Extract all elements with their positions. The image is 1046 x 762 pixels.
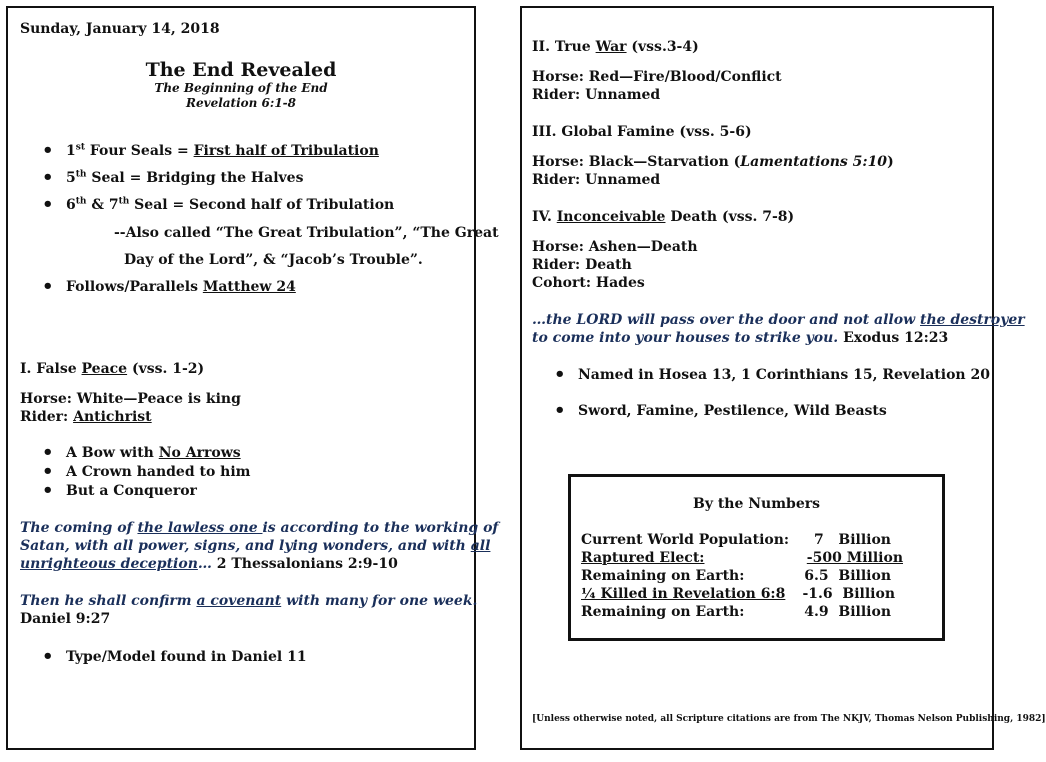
outline-item-fifth-seal: 5th Seal = Bridging the Halves — [66, 169, 304, 186]
bullet-icon: • — [42, 461, 54, 482]
rider-death: Rider: Death — [532, 257, 632, 273]
cohort-hades: Cohort: Hades — [532, 275, 645, 291]
section-heading-global-famine: III. Global Famine (vss. 5-6) — [532, 124, 752, 140]
outline-item-matthew: Follows/Parallels Matthew 24 — [66, 279, 296, 295]
scripture-footnote: [Unless otherwise noted, all Scripture citations are from The NKJV, Thomas Nelson Publishing, 1982] — [532, 714, 1046, 724]
horse-red: Horse: Red—Fire/Blood/Conflict — [532, 69, 782, 85]
bullet-icon: • — [42, 194, 54, 215]
numbers-value: 7 Billion — [814, 532, 891, 548]
quote-exodus-line-2: to come into your houses to strike you. Exodus 12:23 — [532, 330, 949, 346]
scripture-reference: 2 Thessalonians 2:9-10 — [216, 556, 398, 572]
also-called-line-2: Day of the Lord”, & “Jacob’s Trouble”. — [124, 252, 423, 268]
quote-daniel-line-1: Then he shall confirm a covenant with many for one week. — [20, 593, 478, 609]
sermon-title: The End Revealed — [145, 59, 337, 81]
numbers-value: -1.6 Billion — [802, 586, 895, 602]
bullet-icon: • — [554, 400, 566, 421]
scripture-reference: Exodus 12:23 — [843, 330, 949, 346]
numbers-label: Current World Population: — [581, 532, 790, 548]
outline-item-first-four-seals: 1st Four Seals = First half of Tribulation — [66, 142, 379, 159]
section-heading-true-war: II. True War (vss.3-4) — [532, 39, 699, 55]
bullet-icon: • — [42, 480, 54, 501]
rider-antichrist: Rider: Antichrist — [20, 409, 152, 425]
quote-daniel-reference: Daniel 9:27 — [20, 611, 111, 627]
numbers-value: -500 Million — [806, 550, 903, 566]
bullet-icon: • — [42, 167, 54, 188]
numbers-label: ¼ Killed in Revelation 6:8 — [581, 586, 786, 602]
list-item-type-model: Type/Model found in Daniel 11 — [66, 649, 307, 665]
numbers-title: By the Numbers — [692, 496, 820, 512]
quote-exodus-line-1: …the LORD will pass over the door and not allow the destroyer — [532, 312, 1025, 328]
horse-black: Horse: Black—Starvation (Lamentations 5:10) — [532, 154, 894, 170]
section-heading-false-peace: I. False Peace (vss. 1-2) — [20, 361, 205, 377]
also-called-line-1: --Also called “The Great Tribulation”, “The Great — [114, 225, 499, 241]
list-item-crown: A Crown handed to him — [66, 464, 251, 480]
right-page — [520, 6, 1046, 750]
bullet-icon: • — [42, 276, 54, 297]
quote-thessalonians-line-1: The coming of the lawless one is according to the working of — [20, 520, 499, 536]
horse-ashen: Horse: Ashen—Death — [532, 239, 698, 255]
quote-thessalonians-line-2: Satan, with all power, signs, and lying wonders, and with all — [20, 538, 491, 554]
date-heading: Sunday, January 14, 2018 — [20, 21, 220, 37]
list-item-named-in: Named in Hosea 13, 1 Corinthians 15, Revelation 20 — [578, 367, 990, 383]
rider-unnamed-2: Rider: Unnamed — [532, 172, 661, 188]
bullet-icon: • — [42, 646, 54, 667]
section-heading-inconceivable-death: IV. Inconceivable Death (vss. 7-8) — [532, 209, 795, 225]
rider-unnamed-1: Rider: Unnamed — [532, 87, 661, 103]
outline-item-sixth-seventh-seal: 6th & 7th Seal = Second half of Tribulation — [66, 196, 395, 213]
quote-thessalonians-line-3: unrighteous deception… 2 Thessalonians 2:9-10 — [20, 556, 398, 572]
horse-white: Horse: White—Peace is king — [20, 391, 241, 407]
by-the-numbers-box — [568, 474, 945, 641]
bullet-icon: • — [42, 140, 54, 161]
bullet-icon: • — [42, 442, 54, 463]
numbers-value: 4.9 Billion — [804, 604, 891, 620]
list-item-bow: A Bow with No Arrows — [66, 445, 241, 461]
sermon-subtitle: The Beginning of the End — [154, 81, 328, 95]
list-item-sword-famine: Sword, Famine, Pestilence, Wild Beasts — [578, 403, 887, 419]
list-item-conqueror: But a Conqueror — [66, 483, 197, 499]
numbers-label: Raptured Elect: — [581, 550, 705, 566]
bullet-icon: • — [554, 364, 566, 385]
left-page — [6, 6, 499, 750]
numbers-label: Remaining on Earth: — [581, 568, 745, 584]
sermon-reference: Revelation 6:1-8 — [185, 96, 296, 110]
numbers-value: 6.5 Billion — [804, 568, 891, 584]
numbers-label: Remaining on Earth: — [581, 604, 745, 620]
